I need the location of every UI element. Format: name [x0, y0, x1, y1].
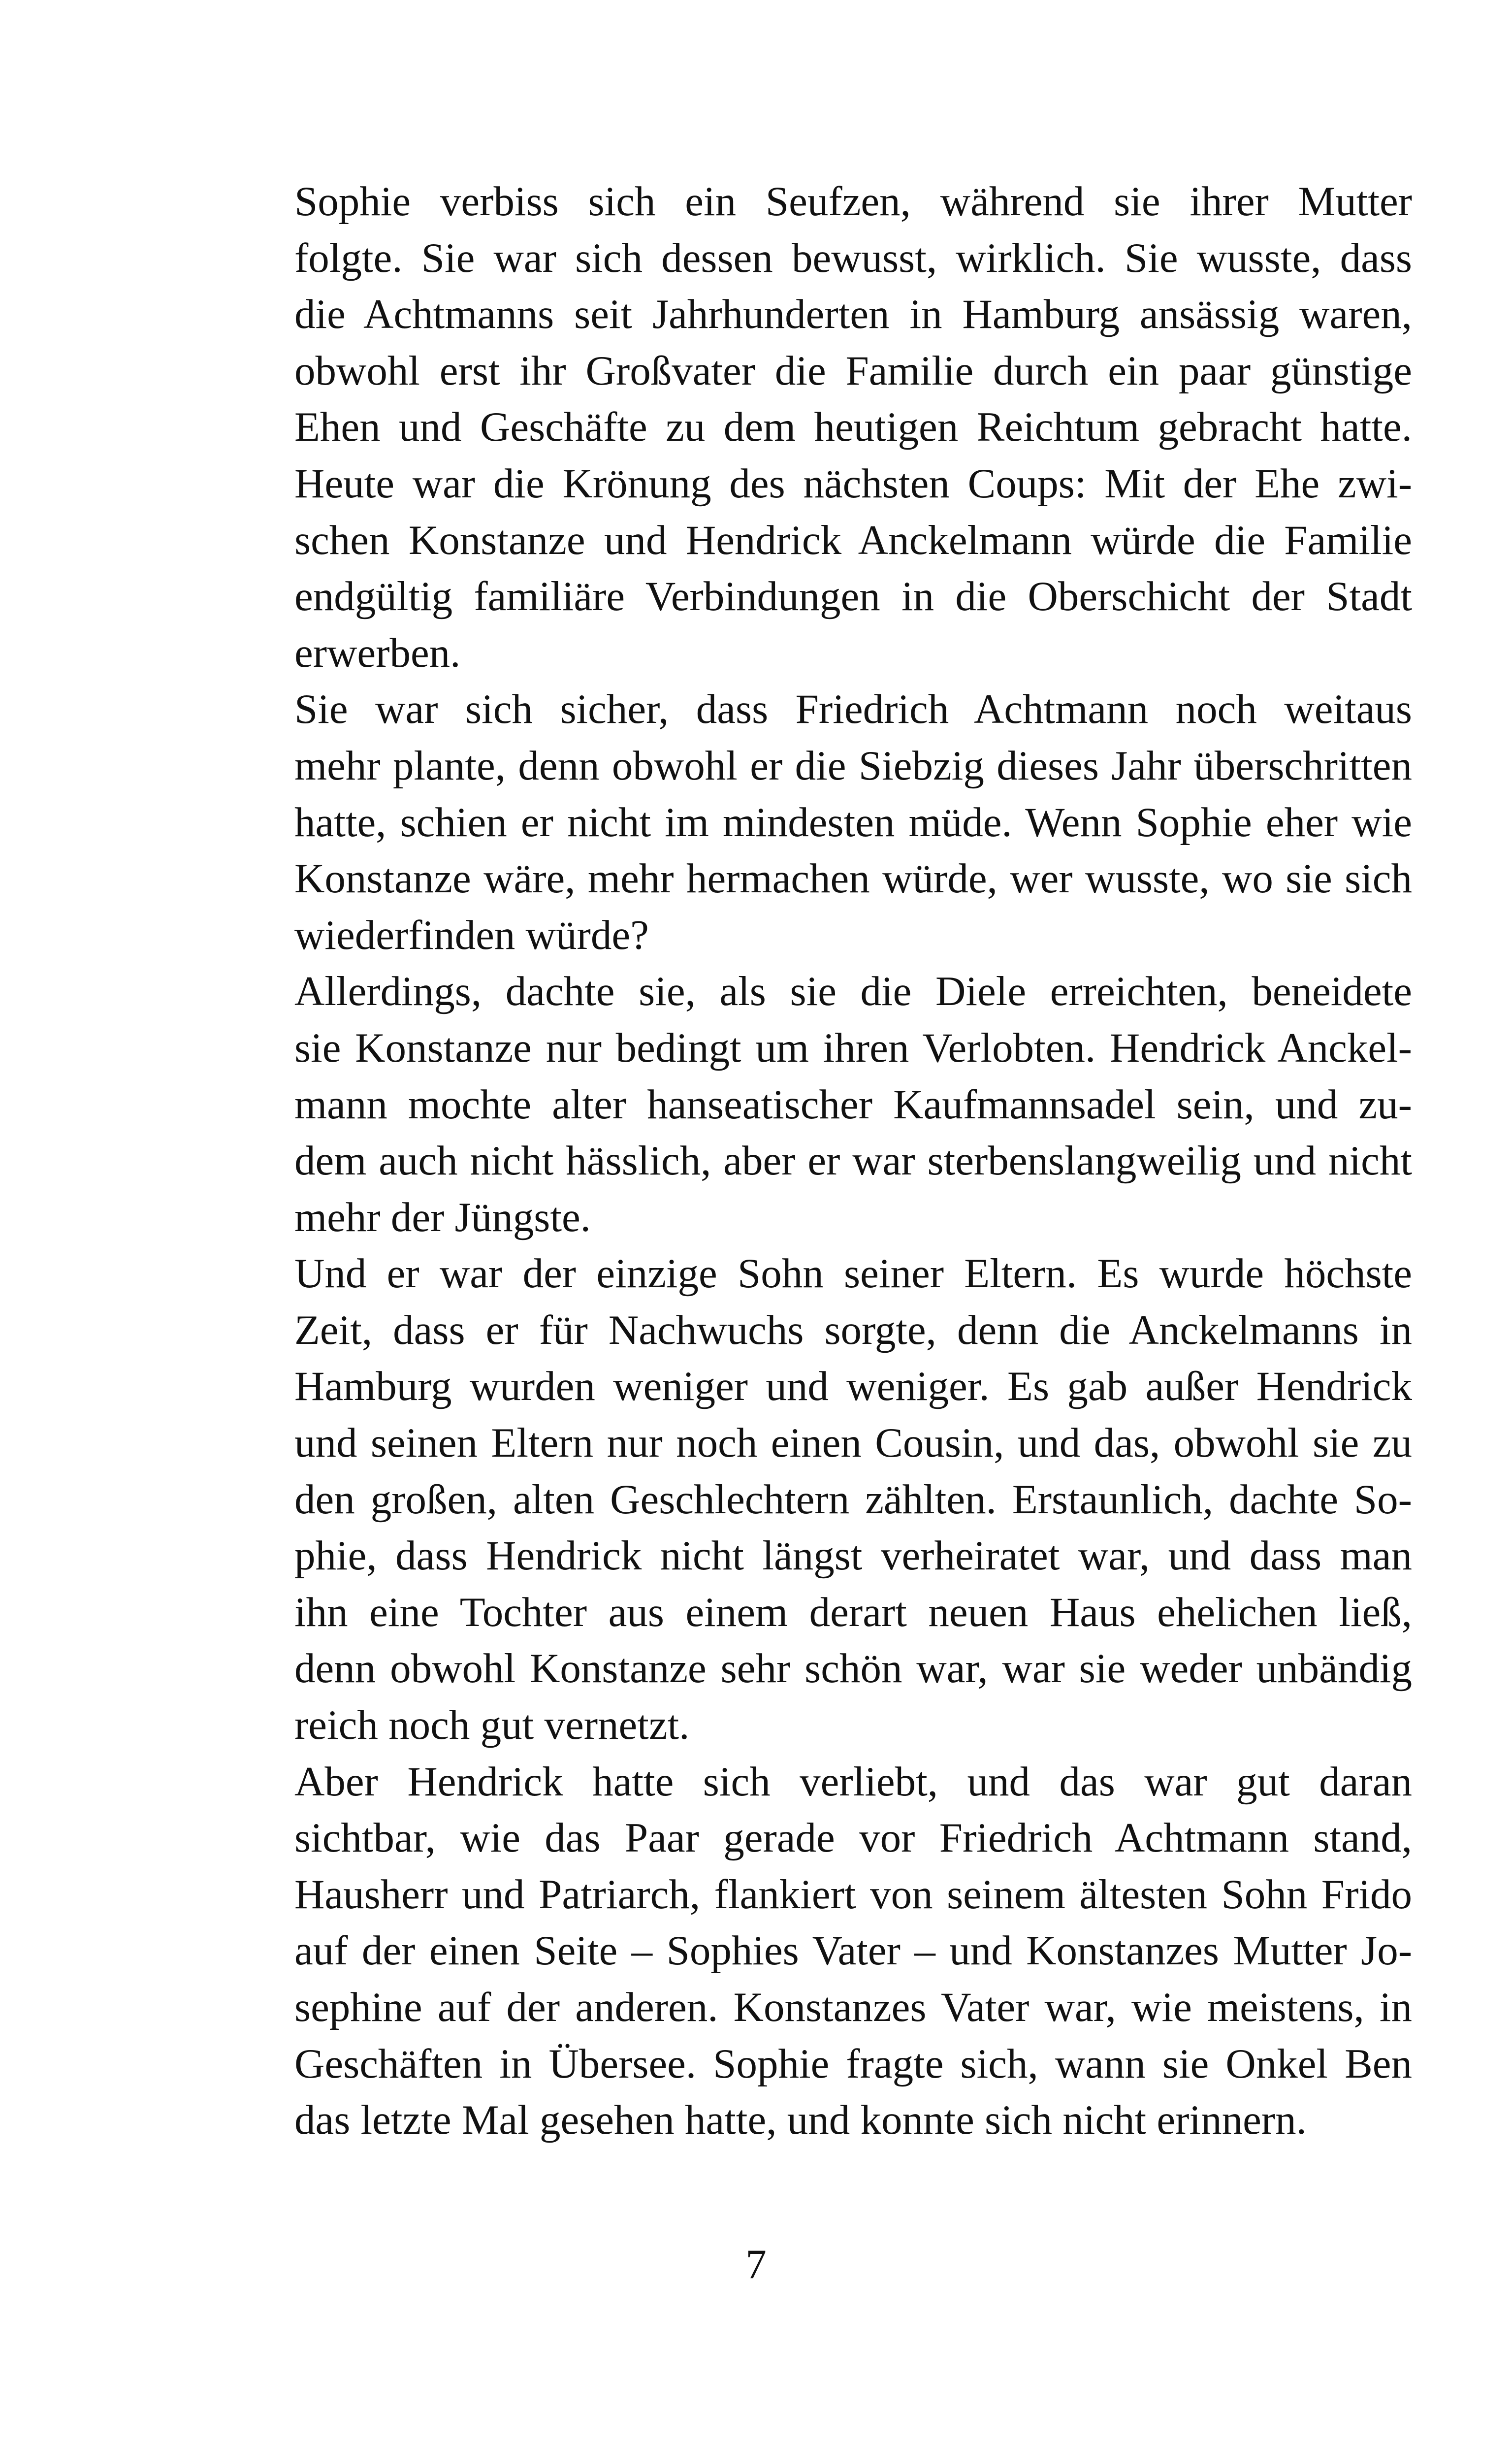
body-text [236, 173, 1412, 2149]
text-line: Hamburg wurden weniger und weniger. Es gab außer Hendrick [294, 1363, 1412, 1410]
text-line: mann mochte alter hanseatischer Kaufmannsadel sein, und zu- [294, 1081, 1412, 1128]
text-line: Und er war der einzige Sohn seiner Eltern. Es wurde höchste [294, 1250, 1412, 1297]
paragraph-4 [236, 1245, 1412, 1753]
page-number: 7 [745, 2241, 767, 2287]
text-line: wiederfinden würde? [294, 912, 649, 958]
text-line: Sophie verbiss sich ein Seufzen, während sie ihrer Mutter [294, 178, 1412, 225]
text-line: Heute war die Krönung des nächsten Coups: Mit der Ehe zwi- [294, 460, 1412, 507]
paragraph-5 [236, 1754, 1412, 2149]
text-line: reich noch gut vernetzt. [294, 1702, 690, 1749]
paragraph-3 [236, 963, 1412, 1245]
text-line: dem auch nicht hässlich, aber er war sterbenslangweilig und nicht [294, 1138, 1412, 1184]
text-line: Ehen und Geschäfte zu dem heutigen Reichtum gebracht hatte. [294, 404, 1412, 451]
text-line: Aber Hendrick hatte sich verliebt, und das war gut daran [294, 1758, 1412, 1805]
text-line: Konstanze wäre, mehr hermachen würde, wer wusste, wo sie sich [294, 855, 1412, 902]
text-line: mehr der Jüngste. [294, 1194, 591, 1240]
text-line: hatte, schien er nicht im mindesten müde. Wenn Sophie eher wie [294, 799, 1412, 846]
text-line: phie, dass Hendrick nicht längst verheiratet war, und dass man [294, 1532, 1412, 1579]
text-line: auf der einen Seite – Sophies Vater – und Konstanzes Mutter Jo- [294, 1927, 1412, 1974]
text-line: denn obwohl Konstanze sehr schön war, war sie weder unbändig [294, 1645, 1412, 1692]
text-line: die Achtmanns seit Jahrhunderten in Hamburg ansässig waren, [294, 291, 1412, 338]
text-line: erwerben. [294, 629, 461, 676]
text-line: Hausherr und Patriarch, flankiert von seinem ältesten Sohn Frido [294, 1871, 1412, 1918]
text-line: sephine auf der anderen. Konstanzes Vater war, wie meistens, in [294, 1984, 1412, 2030]
paragraph-2 [236, 681, 1412, 963]
text-line: ihn eine Tochter aus einem derart neuen Haus ehelichen ließ, [294, 1589, 1412, 1635]
text-line: den großen, alten Geschlechtern zählten. Erstaunlich, dachte So- [294, 1476, 1412, 1523]
text-line: obwohl erst ihr Großvater die Familie durch ein paar günstige [294, 347, 1412, 394]
text-line: Allerdings, dachte sie, als sie die Diele erreichten, beneidete [294, 968, 1412, 1015]
text-line: Zeit, dass er für Nachwuchs sorgte, denn die Anckelmanns in [294, 1306, 1412, 1353]
text-line: sie Konstanze nur bedingt um ihren Verlobten. Hendrick Anckel- [294, 1024, 1412, 1071]
paragraph-1 [236, 173, 1412, 681]
text-line: endgültig familiäre Verbindungen in die Oberschicht der Stadt [294, 573, 1412, 620]
text-line: folgte. Sie war sich dessen bewusst, wirklich. Sie wusste, dass [294, 234, 1412, 281]
text-line: sichtbar, wie das Paar gerade vor Friedrich Achtmann stand, [294, 1815, 1412, 1861]
text-line: Sie war sich sicher, dass Friedrich Achtmann noch weitaus [294, 686, 1412, 733]
text-line: mehr plante, denn obwohl er die Siebzig dieses Jahr überschritten [294, 742, 1412, 789]
text-line: schen Konstanze und Hendrick Anckelmann würde die Familie [294, 517, 1412, 563]
text-line: das letzte Mal gesehen hatte, und konnte sich nicht erinnern. [294, 2097, 1307, 2144]
text-line: und seinen Eltern nur noch einen Cousin, und das, obwohl sie zu [294, 1420, 1412, 1466]
text-line: Geschäften in Übersee. Sophie fragte sich, wann sie Onkel Ben [294, 2040, 1412, 2087]
